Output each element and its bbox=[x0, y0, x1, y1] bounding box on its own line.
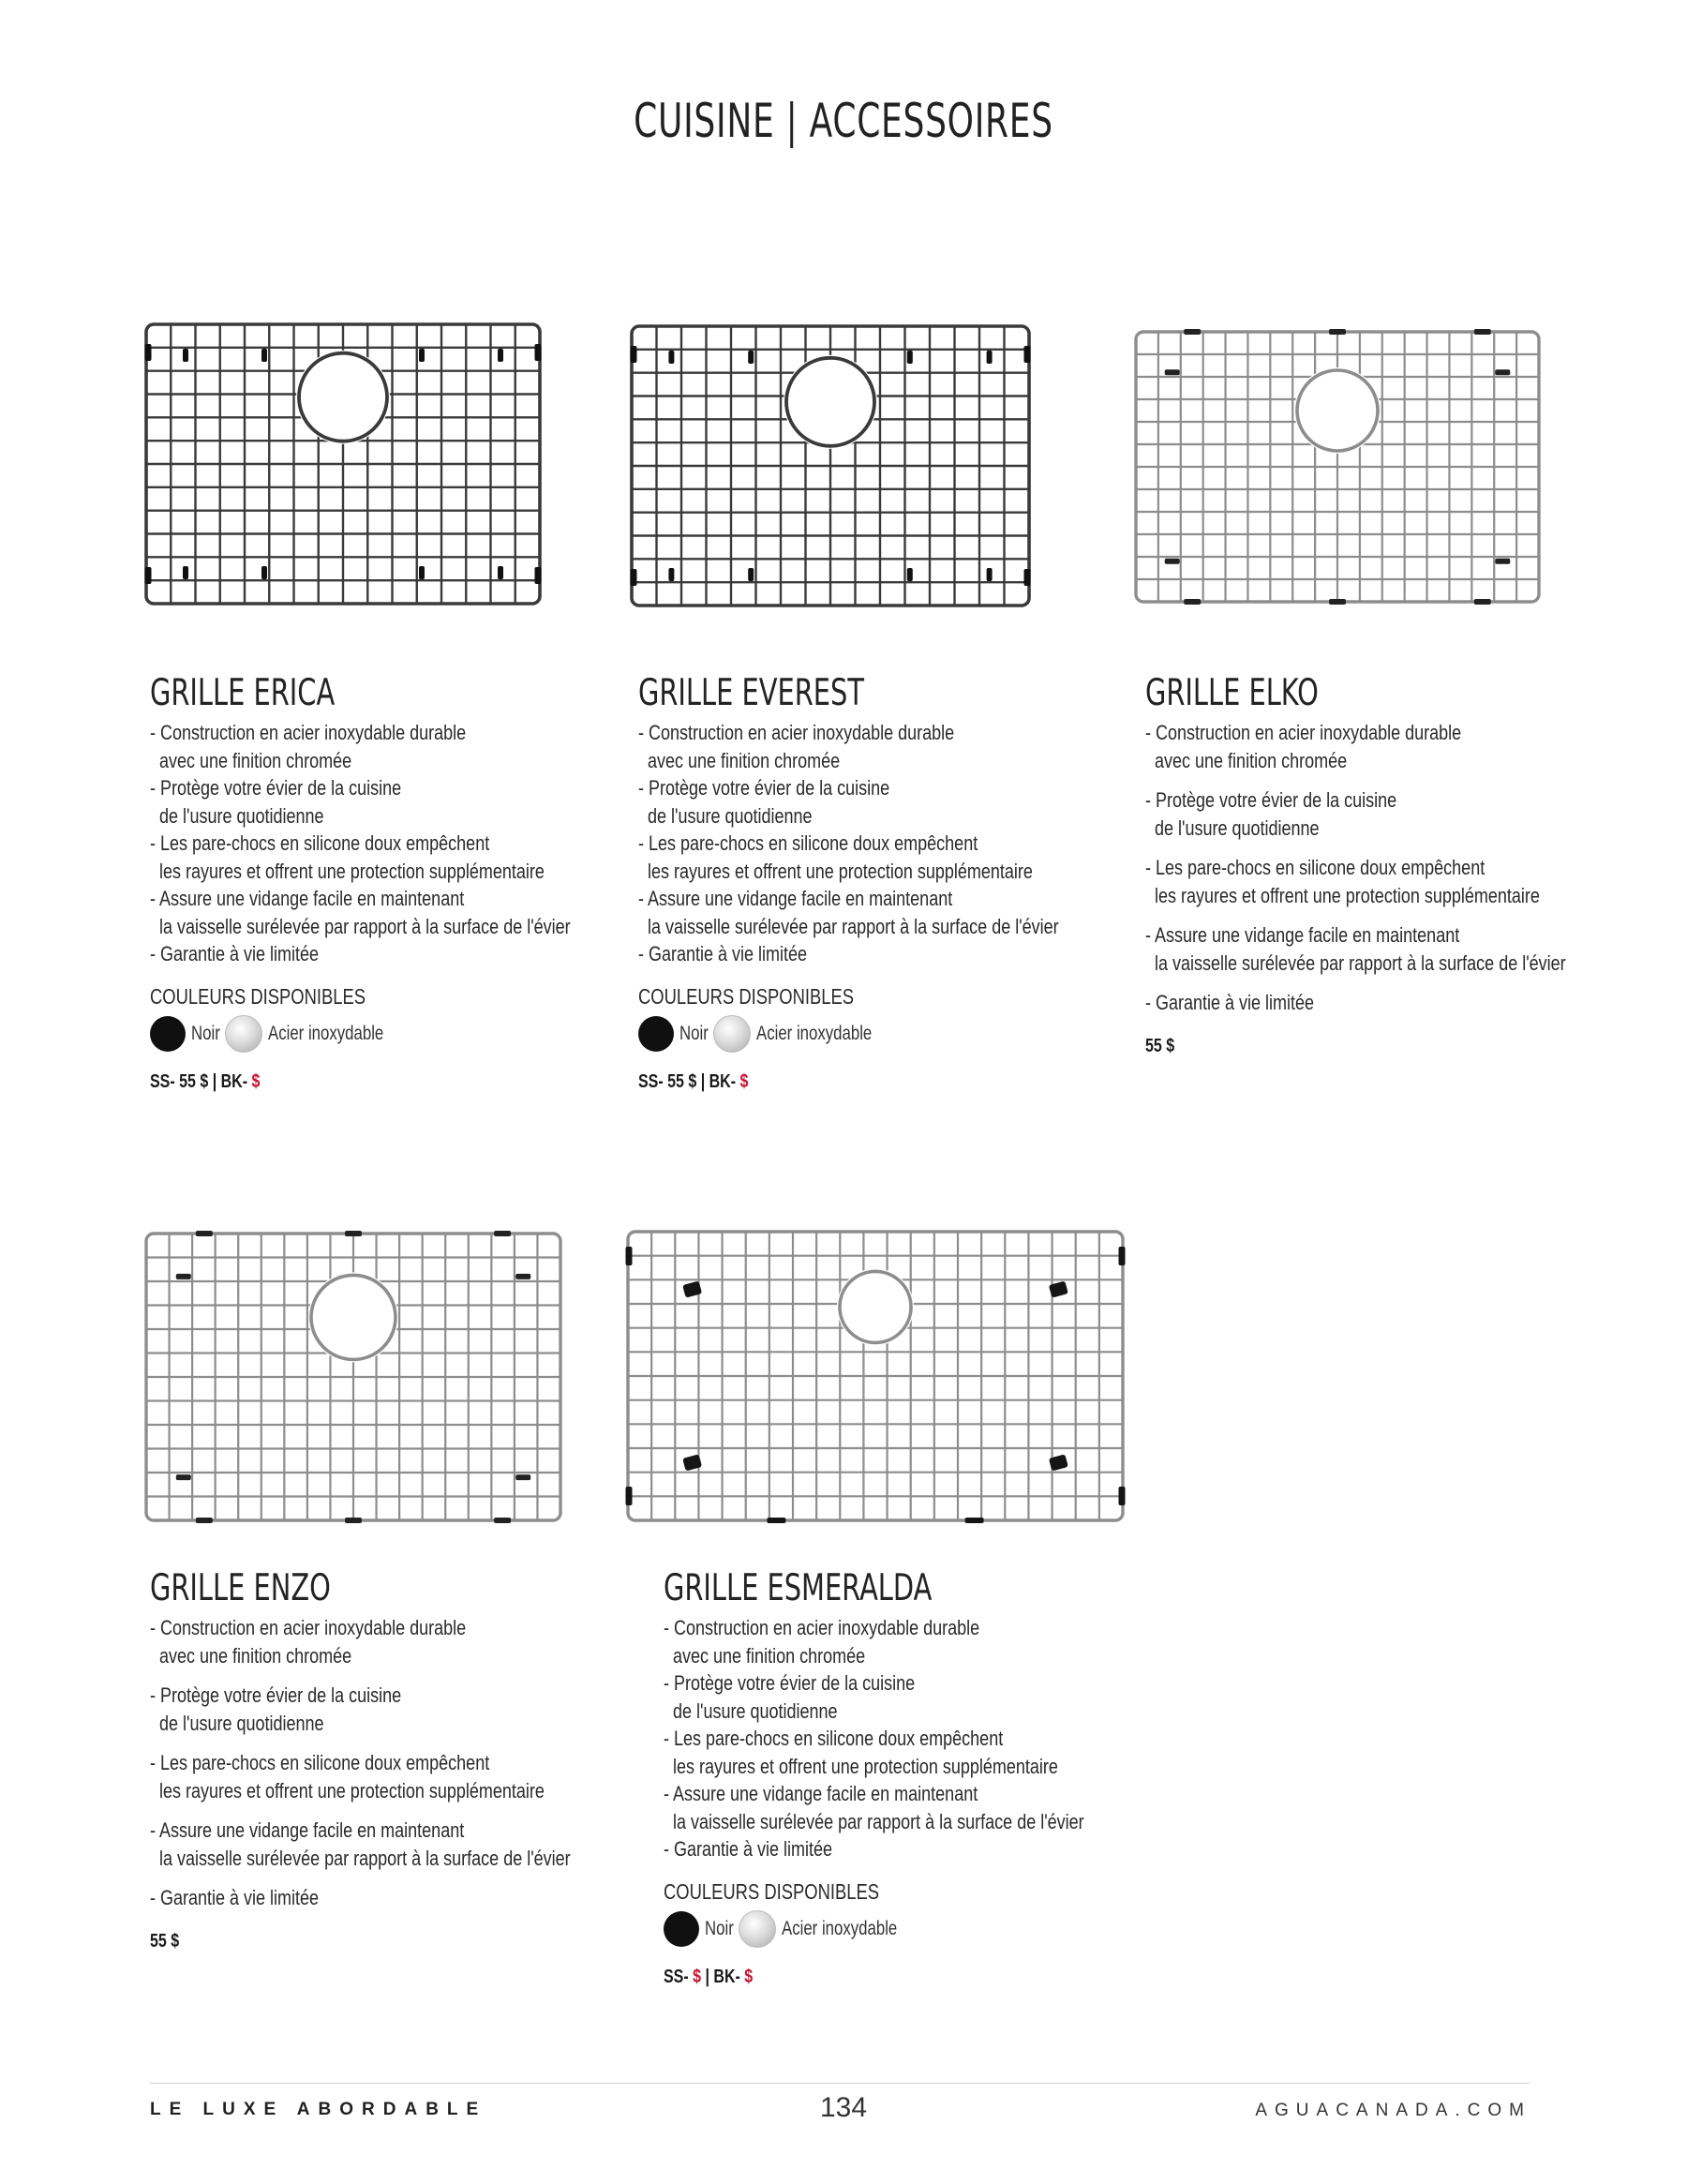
swatch-label-acier: Acier inoxydable bbox=[756, 1022, 873, 1044]
stainless-swatch bbox=[739, 1910, 776, 1948]
colors-heading: COULEURS DISPONIBLES bbox=[664, 1878, 880, 1904]
feature-line: - Garantie à vie limitée bbox=[1145, 991, 1315, 1014]
feature-line: avec une finition chromée bbox=[664, 1643, 866, 1668]
price-ss: $ bbox=[693, 1966, 702, 1987]
price-bk-prefix: | BK- bbox=[696, 1070, 740, 1092]
feature-line: avec une finition chromée bbox=[150, 1643, 352, 1668]
black-swatch bbox=[664, 1911, 699, 1947]
color-swatches bbox=[150, 1015, 637, 1053]
color-swatches bbox=[664, 1910, 1188, 1948]
price bbox=[664, 1967, 1083, 1988]
price-bk: $ bbox=[251, 1070, 261, 1092]
feature-line: - Les pare-chocs en silicone doux empêchent bbox=[664, 1727, 1004, 1750]
feature-line: la vaisselle surélevée par rapport à la surface de l'évier bbox=[150, 914, 571, 938]
feature-line: - Assure une vidange facile en maintenant bbox=[150, 1818, 465, 1842]
feature-line: la vaisselle surélevée par rapport à la surface de l'évier bbox=[638, 914, 1059, 938]
product-card-everest bbox=[638, 672, 1126, 1093]
price: 55 $ bbox=[150, 1930, 180, 1952]
price-bk-prefix: | BK- bbox=[208, 1070, 252, 1092]
product-name: GRILLE ELKO bbox=[1145, 672, 1319, 714]
grille-everest-image bbox=[626, 321, 1035, 611]
swatch-label-noir: Noir bbox=[191, 1022, 220, 1044]
product-name: GRILLE EVEREST bbox=[638, 672, 864, 714]
price: 55 $ bbox=[1145, 1035, 1175, 1056]
feature-line: de l'usure quotidienne bbox=[638, 803, 813, 828]
feature-line: la vaisselle surélevée par rapport à la surface de l'évier bbox=[150, 1846, 571, 1870]
feature-line: les rayures et offrent une protection supplémentaire bbox=[1145, 883, 1540, 907]
feature-line: - Garantie à vie limitée bbox=[150, 942, 320, 965]
feature-line: la vaisselle surélevée par rapport à la surface de l'évier bbox=[664, 1809, 1084, 1833]
black-swatch bbox=[638, 1016, 674, 1052]
feature-line: de l'usure quotidienne bbox=[664, 1698, 838, 1723]
swatch-label-noir: Noir bbox=[679, 1022, 709, 1044]
grille-erica-image bbox=[141, 319, 545, 609]
feature-line: - Assure une vidange facile en maintenant bbox=[664, 1782, 978, 1805]
feature-line: les rayures et offrent une protection supplémentaire bbox=[150, 1778, 545, 1803]
feature-list bbox=[150, 1614, 637, 1912]
feature-line: - Protège votre évier de la cuisine bbox=[1145, 788, 1397, 812]
page-number: 134 bbox=[819, 2092, 868, 2123]
feature-line: - Protège votre évier de la cuisine bbox=[664, 1671, 916, 1695]
product-card-esmeralda bbox=[664, 1567, 1188, 1988]
price-bk: $ bbox=[739, 1070, 749, 1092]
product-card-erica bbox=[150, 672, 637, 1093]
feature-line: - Construction en acier inoxydable durable bbox=[664, 1616, 980, 1639]
feature-line: de l'usure quotidienne bbox=[1145, 815, 1320, 840]
swatch-label-acier: Acier inoxydable bbox=[268, 1022, 384, 1044]
feature-line: - Les pare-chocs en silicone doux empêchent bbox=[150, 1751, 490, 1774]
grille-elko-image bbox=[1130, 326, 1545, 607]
product-name: GRILLE ERICA bbox=[150, 672, 336, 714]
grille-enzo-image bbox=[141, 1228, 566, 1526]
price-ss: SS- 55 $ bbox=[150, 1070, 209, 1092]
product-card-enzo bbox=[150, 1567, 637, 1952]
feature-line: les rayures et offrent une protection supplémentaire bbox=[638, 859, 1033, 883]
feature-line: - Protège votre évier de la cuisine bbox=[150, 776, 402, 800]
grille-esmeralda-image bbox=[622, 1226, 1128, 1526]
feature-line: - Garantie à vie limitée bbox=[664, 1837, 833, 1861]
feature-line: avec une finition chromée bbox=[150, 748, 352, 772]
feature-line: - Construction en acier inoxydable durable bbox=[1145, 721, 1462, 744]
stainless-swatch bbox=[713, 1015, 751, 1053]
feature-line: - Protège votre évier de la cuisine bbox=[150, 1683, 402, 1707]
feature-line: avec une finition chromée bbox=[1145, 748, 1348, 772]
feature-list bbox=[1145, 719, 1633, 1017]
feature-line: - Assure une vidange facile en maintenant bbox=[150, 887, 465, 910]
swatch-label-noir: Noir bbox=[705, 1917, 734, 1939]
feature-list bbox=[664, 1614, 1188, 1863]
product-name: GRILLE ENZO bbox=[150, 1567, 331, 1609]
feature-line: - Les pare-chocs en silicone doux empêchent bbox=[1145, 856, 1485, 879]
feature-line: - Garantie à vie limitée bbox=[150, 1886, 320, 1909]
feature-line: les rayures et offrent une protection supplémentaire bbox=[150, 859, 545, 883]
price bbox=[638, 1071, 1028, 1093]
feature-line: - Les pare-chocs en silicone doux empêchent bbox=[638, 831, 978, 855]
page-title: CUISINE | ACCESSOIRES bbox=[634, 94, 1053, 148]
price bbox=[150, 1071, 540, 1093]
feature-line: - Protège votre évier de la cuisine bbox=[638, 776, 890, 800]
feature-line: la vaisselle surélevée par rapport à la surface de l'évier bbox=[1145, 950, 1566, 975]
feature-line: - Garantie à vie limitée bbox=[638, 942, 808, 965]
feature-line: les rayures et offrent une protection supplémentaire bbox=[664, 1754, 1058, 1778]
feature-line: de l'usure quotidienne bbox=[150, 1711, 324, 1735]
feature-line: - Assure une vidange facile en maintenant bbox=[638, 887, 953, 910]
swatch-label-acier: Acier inoxydable bbox=[782, 1917, 898, 1939]
price-bk-prefix: | BK- bbox=[701, 1966, 745, 1987]
feature-line: - Construction en acier inoxydable durable bbox=[150, 721, 467, 744]
feature-list bbox=[638, 719, 1126, 968]
color-swatches bbox=[638, 1015, 1126, 1053]
feature-line: - Construction en acier inoxydable durable bbox=[150, 1616, 467, 1639]
footer-website: AGUACANADA.COM bbox=[1255, 2101, 1531, 2120]
colors-heading: COULEURS DISPONIBLES bbox=[638, 983, 855, 1009]
feature-line: de l'usure quotidienne bbox=[150, 803, 324, 828]
feature-line: - Construction en acier inoxydable durable bbox=[638, 721, 955, 744]
feature-line: - Assure une vidange facile en maintenant bbox=[1145, 923, 1460, 947]
product-card-elko bbox=[1145, 672, 1633, 1057]
colors-heading: COULEURS DISPONIBLES bbox=[150, 983, 366, 1009]
product-name: GRILLE ESMERALDA bbox=[664, 1567, 933, 1609]
feature-line: avec une finition chromée bbox=[638, 748, 841, 772]
price-bk: $ bbox=[744, 1966, 754, 1987]
footer-tagline: LE LUXE ABORDABLE bbox=[150, 2100, 487, 2119]
footer-divider bbox=[150, 2083, 1530, 2084]
price-ss: SS- 55 $ bbox=[638, 1070, 697, 1092]
stainless-swatch bbox=[225, 1015, 262, 1053]
price-ss-prefix: SS- bbox=[664, 1966, 694, 1987]
black-swatch bbox=[150, 1016, 186, 1052]
feature-line: - Les pare-chocs en silicone doux empêchent bbox=[150, 831, 490, 855]
feature-list bbox=[150, 719, 637, 968]
